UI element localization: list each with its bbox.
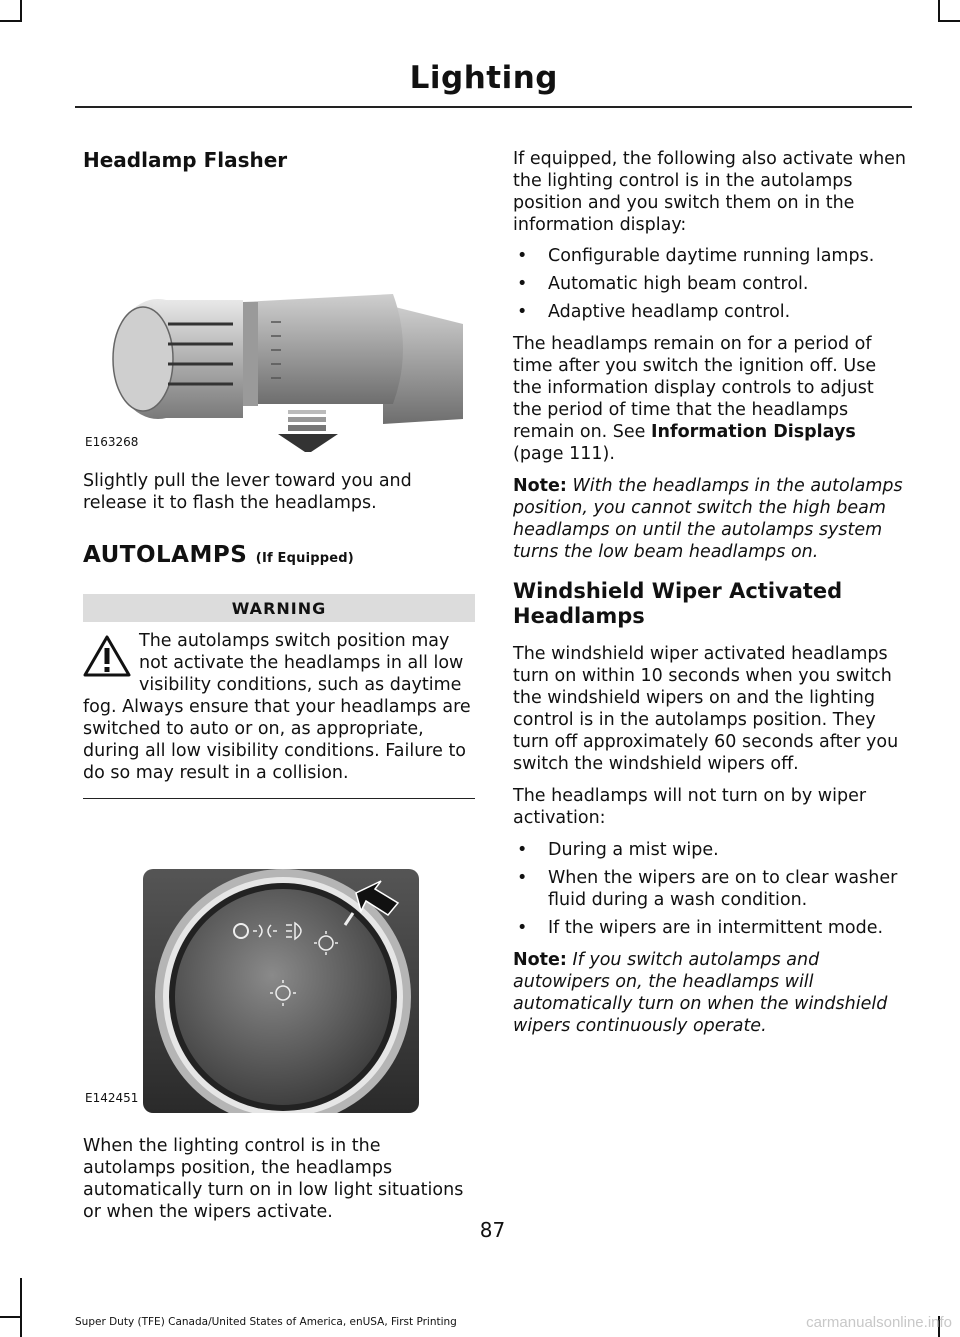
autolamps-text: When the lighting control is in the autolamps position, the headlamps automatically turn on in low light situations or when the wipers activate. [83,1136,464,1222]
autolamps-heading [83,542,475,568]
intro-text: If equipped, the following also activate when the lighting control is in the autolamps position and you switch them on in the information display: [513,149,907,235]
wiper-text: The windshield wiper activated headlamps turn on within 10 seconds when you switch the windshield wipers on and the lighting control is in the autolamps position. They turn off approximately 60 seconds after you switch the windshield wipers off. [513,644,899,775]
list-item: • If the wipers are in intermittent mode. [513,917,908,939]
feature-list [513,245,908,323]
list-item: • When the wipers are on to clear washer fluid during a wash condition. [513,867,908,911]
crop-mark [20,0,22,22]
wiper-not-text: The headlamps will not turn on by wiper activation: [513,786,867,829]
note-autolamps [513,475,908,563]
autolamps-qualifier: (If Equipped) [255,551,354,566]
lighting-control-illustration [83,863,475,1113]
warning-box [83,594,475,799]
note-text: With the headlamps in the autolamps position, you cannot switch the high beam headlamps on until the autolamps system turns the low beam headlamps on. [513,476,903,562]
left-column [83,140,475,1223]
warning-label: WARNING [83,594,475,622]
crop-mark [938,0,940,22]
turn-lever-illustration [83,174,475,452]
note-autowipers [513,949,908,1037]
note-label: Note: [513,950,567,971]
information-displays-link[interactable]: Information Displays [651,422,856,442]
note-text: If you switch autolamps and autowipers on, the headlamps will automatically turn on when the windshield wipers continuously operate. [513,950,888,1037]
headlamp-flasher-heading: Headlamp Flasher [83,148,288,172]
watermark: carmanualsonline.info [806,1314,952,1331]
flasher-text: Slightly pull the lever toward you and release it to flash the headlamps. [83,471,412,513]
page-number: 87 [479,1218,506,1242]
autolamps-title: AUTOLAMPS [83,542,248,568]
crop-mark [938,20,960,22]
crop-mark [0,20,22,22]
edition-footer: Super Duty (TFE) Canada/United States of America, enUSA, First Printing [75,1316,457,1328]
note-label: Note: [513,476,567,496]
warning-triangle-icon [83,634,131,678]
header-rule [75,106,912,108]
wiper-conditions-list [513,839,908,939]
lever-figure [83,174,475,452]
warning-rule [83,798,475,799]
warning-body [83,630,475,784]
crop-mark [20,1278,22,1337]
list-item: • Automatic high beam control. [513,273,908,295]
warning-text: The autolamps switch position may not activate the headlamps in all low visibility conditions, such as daytime fog. Always ensure that your headlamps are switched to auto or on, as appropriate, during all low visibility conditions. Failure to do so may result in a collision. [83,631,471,783]
figure-code: E163268 [85,435,139,449]
lighting-control-figure [83,863,475,1113]
list-item: • Adaptive headlamp control. [513,301,908,323]
figure-code: E142451 [85,1091,139,1105]
remain-text [513,333,908,465]
remain-text-body: The headlamps remain on for a period of time after you switch the ignition off. Use the information display controls to adjust the period of time that the headlamps remain on. See [513,334,877,442]
list-item: • Configurable daytime running lamps. [513,245,908,267]
right-column [513,140,908,1037]
page-title: Lighting [409,60,558,96]
wiper-headlamps-heading: Windshield Wiper Activated Headlamps [513,579,843,629]
list-item: • During a mist wipe. [513,839,908,861]
crop-mark [0,1316,22,1318]
page-reference: (page 111). [513,444,615,464]
